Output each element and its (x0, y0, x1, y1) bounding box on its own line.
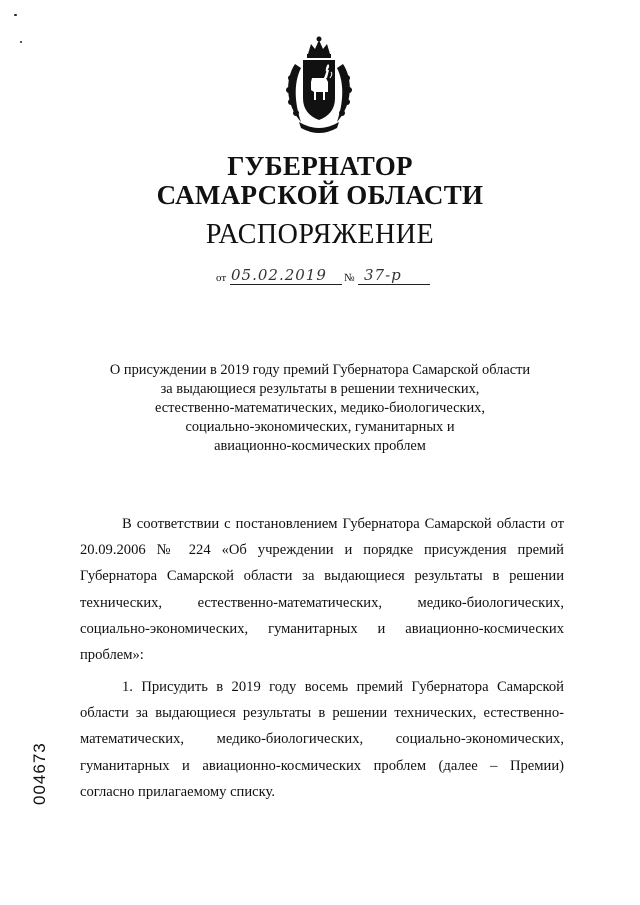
scan-speck (20, 41, 22, 43)
margin-registration-number: 004673 (30, 742, 49, 806)
subject-line: естественно-математических, медико-биологических, (155, 400, 485, 416)
preamble-text: В соответствии с постановлением Губернатора Самарской области от 20.09.2006 № 224 «Об учреждении и порядке присуждения премий Губернатора Самарской области за выдающиеся результаты в решении технических, естественно-математических, медико-биологических, социально-экономических, гуманитарных и авиационно-космических проблем»: (80, 516, 564, 664)
subject-line: за выдающиеся результаты в решении технических, (160, 381, 480, 397)
subject-line: О присуждении в 2019 году премий Губернатора Самарской области (109, 362, 531, 378)
subject-line: социально-экономических, гуманитарных и (185, 419, 455, 435)
date-prefix: от (216, 272, 227, 284)
number-underline (358, 284, 430, 285)
date-underline (230, 284, 342, 285)
authority-title-line1: ГУБЕРНАТОР (227, 151, 413, 181)
item-1-text: 1. Присудить в 2019 году восемь премий Губернатора Самарской области за выдающиеся результаты в решении технических, естественно-математических, медико-биологических, социально-экономических, гуманитарных и авиационно-космических проблем (далее – Премии) согласно прилагаемому списку. (80, 679, 564, 800)
coat-of-arms-emblem (281, 34, 357, 134)
subject-line: авиационно-космических проблем (214, 438, 426, 454)
authority-title-line2: САМАРСКОЙ ОБЛАСТИ (156, 180, 484, 210)
number-prefix: № (344, 272, 355, 284)
order-subject (80, 361, 560, 456)
item-1-paragraph (80, 674, 564, 805)
date-number-line (216, 262, 436, 288)
preamble-paragraph (80, 511, 564, 668)
number-value-handwritten: 37-р (364, 266, 402, 284)
document-type-title: РАСПОРЯЖЕНИЕ (205, 219, 435, 250)
date-value-handwritten: 05.02.2019 (231, 266, 327, 284)
scan-speck (14, 14, 17, 16)
